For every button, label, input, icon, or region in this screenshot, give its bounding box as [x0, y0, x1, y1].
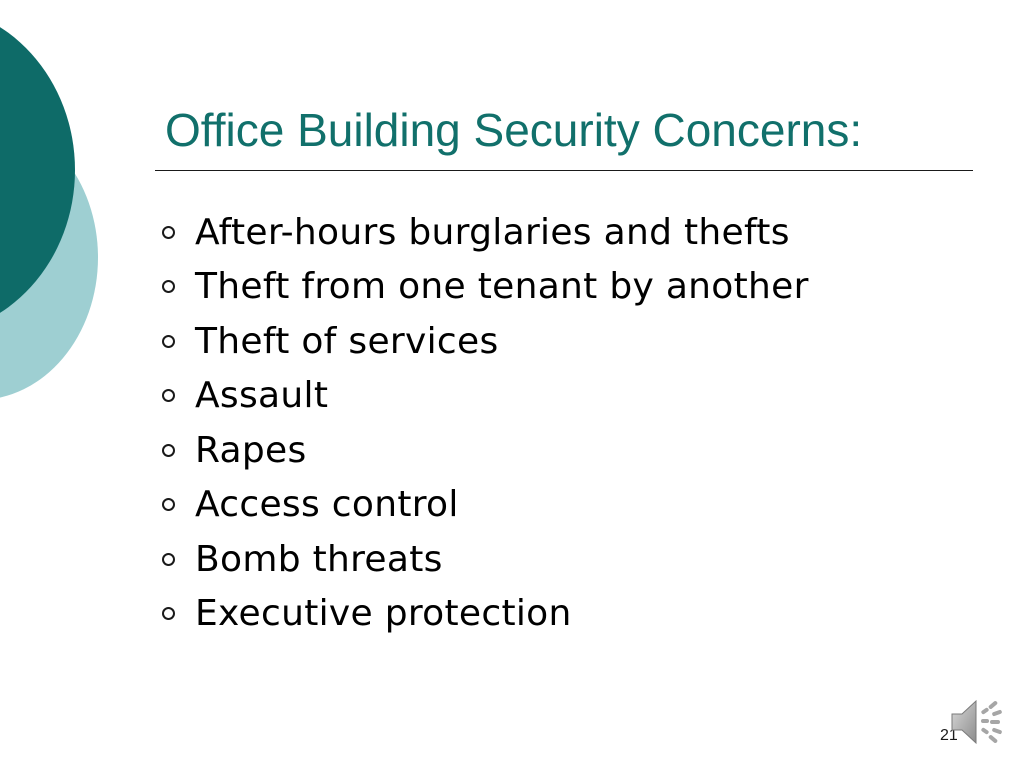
- list-item: [162, 260, 809, 315]
- slide-number: 21: [940, 727, 958, 744]
- list-item: [162, 314, 809, 369]
- speaker-icon[interactable]: [950, 696, 1006, 748]
- list-item: [162, 205, 809, 260]
- hollow-bullet-icon: [162, 498, 175, 511]
- bullet-text: Assault: [195, 375, 329, 417]
- hollow-bullet-icon: [162, 553, 175, 566]
- bullet-text: Bomb threats: [195, 538, 443, 580]
- hollow-bullet-icon: [162, 607, 175, 620]
- hollow-bullet-icon: [162, 280, 175, 293]
- list-item: [162, 478, 809, 533]
- hollow-bullet-icon: [162, 335, 175, 348]
- bullet-text: Access control: [195, 484, 459, 526]
- list-item: [162, 587, 809, 642]
- bullet-text: After-hours burglaries and thefts: [195, 211, 790, 253]
- title-divider: [155, 170, 973, 171]
- list-item: [162, 423, 809, 478]
- bullet-list: [162, 205, 809, 641]
- hollow-bullet-icon: [162, 226, 175, 239]
- slide-title: Office Building Security Concerns:: [165, 104, 863, 156]
- bullet-text: Executive protection: [195, 593, 572, 635]
- list-item: [162, 532, 809, 587]
- bullet-text: Theft of services: [195, 320, 499, 362]
- list-item: [162, 369, 809, 424]
- bullet-text: Rapes: [195, 429, 307, 471]
- hollow-bullet-icon: [162, 444, 175, 457]
- hollow-bullet-icon: [162, 389, 175, 402]
- bullet-text: Theft from one tenant by another: [195, 266, 809, 308]
